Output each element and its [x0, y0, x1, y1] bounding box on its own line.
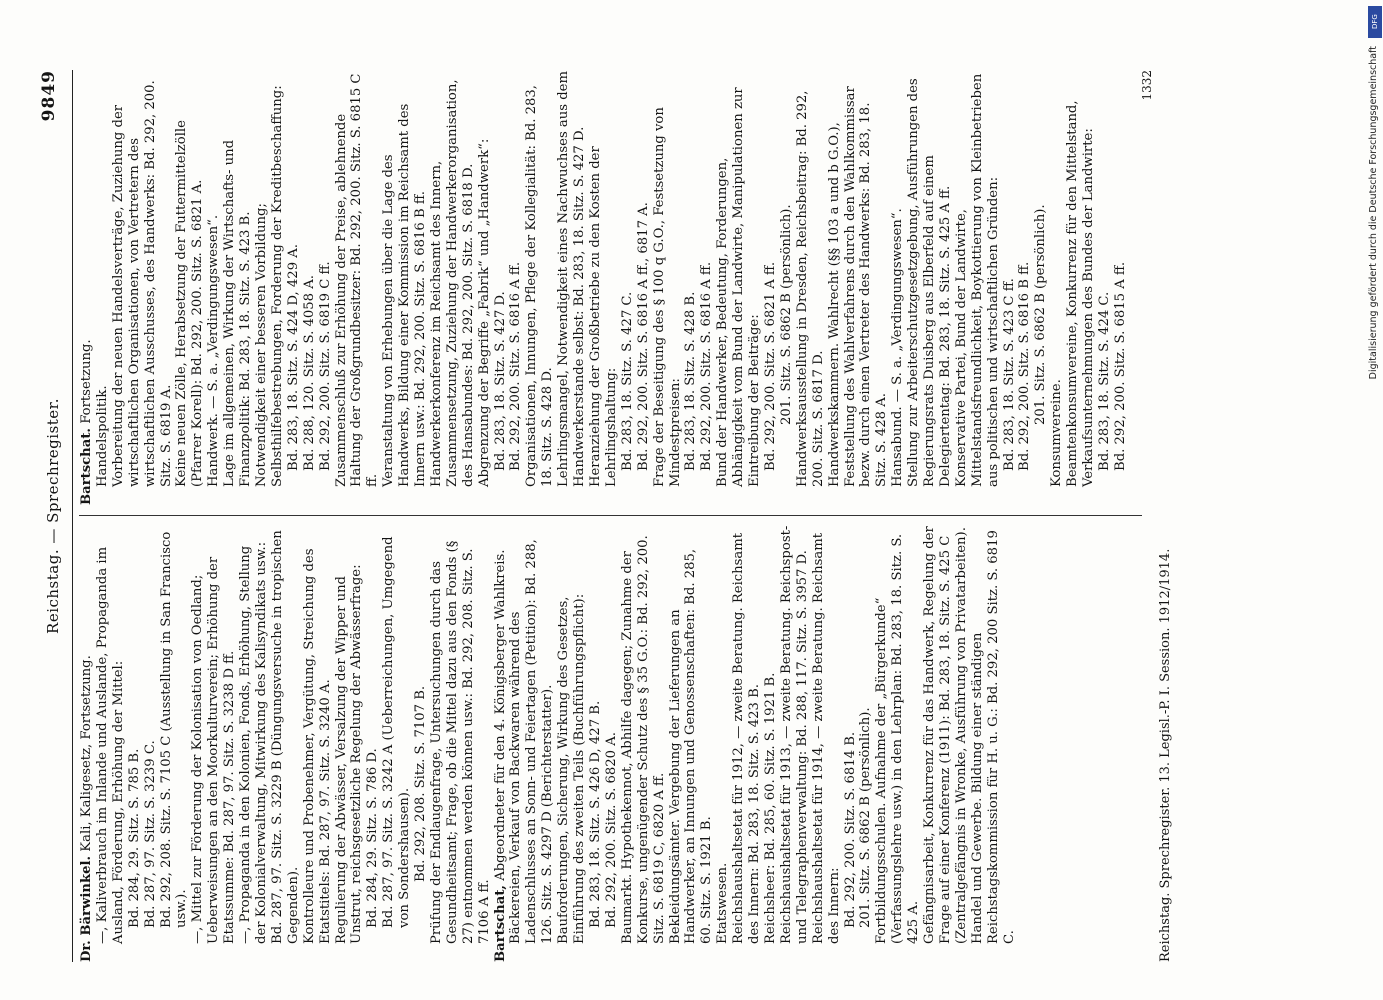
- entry-text: Bd. 284, 29. Sitz. S. 785 B.: [126, 748, 142, 928]
- entry-text: Lehrlingsmangel, Notwendigkeit eines Nachwuchses aus dem Handwerkerstande selbst: Bd. 283, 18. Sitz. S. 427 D.: [556, 71, 588, 487]
- entry-text: 201. Sitz. S. 6862 B (persönlich).: [778, 204, 794, 425]
- entry-text: Organisationen, Innungen, Pflege der Kollegialität: Bd. 283, 18. Sitz. S. 428 D.: [524, 85, 556, 487]
- index-reference: [620, 70, 636, 505]
- index-subentry: [763, 525, 779, 962]
- index-reference: [143, 525, 159, 962]
- entry-text: Bd. 292, 200. Sitz. S. 6816 B ff.: [1017, 261, 1033, 471]
- entry-text: Etatswesen.: [715, 862, 731, 944]
- entry-text: Abgeordneter für den 4. Königsberger Wahlkreis.: [492, 549, 508, 885]
- entry-text: Bauforderungen, Sicherung, Wirkung des Gesetzes, Einführung des zweiten Teils (Buchführungspflicht):: [556, 593, 588, 944]
- index-subentry: [715, 525, 731, 962]
- entry-text: —, Mittel zur Förderung der Kolonisation von Oedland; Ueberweisungen an den Moorkulturverein; Erhöhung der Etatssumme: Bd. 287, 97. Sitz. S. 3238 D ff.: [190, 556, 238, 944]
- entry-text: Regulierung der Abwässer, Versalzung der Wipper und Unstrut, reichsgesetzliche Regelung der Abwässerfrage:: [333, 564, 365, 944]
- index-reference: [1097, 70, 1113, 505]
- right-column: [79, 70, 1154, 516]
- index-subentry: [254, 70, 286, 505]
- entry-text: Bd. 292, 200. Sitz. S. 6816 A ff.: [508, 261, 524, 471]
- entry-text: —, Propaganda in den Kolonien, Fonds, Erhöhung, Stellung der Kolonialverwaltung, Mitwirkung des Kalisyndikats usw.: Bd. 287, 97. Sitz. S. 3229 B (Düngungsversuche in tropischen Gegenden).: [238, 530, 301, 944]
- index-subentry: [874, 525, 922, 962]
- entry-text: Bekleidungsämter. Vergebung der Lieferungen an Handwerker, an Innungen und Genossenschaften: Bd. 285, 60. Sitz. S. 1921 B.: [667, 548, 715, 944]
- entry-text: Zusammenschluß zur Erhöhung der Preise, ablehnende Haltung der Großgrundbesitzer: Bd. 292, 200. Sitz. S. 6815 C ff.: [333, 73, 381, 487]
- index-subentry: [334, 525, 366, 962]
- entry-text: Handwerksausstellung in Dresden, Reichsbeitrag: Bd. 292, 200. Sitz. S. 6817 D.: [794, 90, 826, 487]
- entry-text: Bäckereien, Verkauf von Backwaren während des Ladenschlusses an Sonn- und Feiertagen (Petition): Bd. 288, 126. Sitz. S. 4297 D (Berichterstatter).: [508, 539, 556, 944]
- entry-text: Bd. 292, 200. Sitz. S. 6820 A.: [603, 732, 619, 928]
- entry-text: Keine neuen Zölle, Herabsetzung der Futtermittelzölle (Pfarrer Korell): Bd. 292, 200. Sitz. S. 6821 A.: [174, 120, 206, 487]
- index-subentry: [477, 70, 493, 505]
- index-reference: [604, 525, 620, 962]
- entry-text: Bd. 288, 120. Sitz. S. 4058 A.: [301, 275, 317, 471]
- index-reference: [636, 70, 652, 505]
- index-subentry: [302, 525, 334, 962]
- entry-text: Bd. 283, 18. Sitz. S. 427 D.: [492, 291, 508, 471]
- index-reference: [588, 525, 604, 962]
- index-reference: [1033, 70, 1049, 505]
- entry-text: Handwerk. — S. a. „Verdingungswesen“.: [206, 214, 222, 487]
- index-reference: [302, 70, 318, 505]
- index-subentry: [1065, 70, 1097, 505]
- index-reference: [413, 525, 429, 962]
- entry-text: Konsumvereine.: [1049, 379, 1065, 487]
- index-subentry: [508, 525, 556, 962]
- entry-text: Beamtenkonsumvereine, Konkurrenz für den Mittelstand, Verkaufsunternehmungen des Bundes der Landwirte:: [1065, 100, 1097, 487]
- index-subentry: [95, 525, 127, 962]
- index-subentry: [381, 70, 429, 505]
- entry-text: Bd. 292, 200. Sitz. S. 6821 A ff.: [762, 261, 778, 471]
- index-subentry: [715, 70, 763, 505]
- entry-text: Frage der Beseitigung des § 100 q G.O., Festsetzung von Mindestpreisen:: [651, 107, 683, 487]
- index-subentry: [111, 70, 175, 505]
- two-column-body: [79, 70, 1154, 962]
- index-subentry: [811, 525, 843, 962]
- entry-text: Fortsetzung.: [79, 339, 94, 428]
- entry-name: Dr. Bärwinkel.: [79, 855, 94, 962]
- index-reference: [1017, 70, 1033, 505]
- index-subentry: [668, 525, 716, 962]
- index-reference: [318, 70, 334, 505]
- index-subentry: [556, 525, 588, 962]
- entry-text: Bd. 284, 29. Sitz. S. 786 D.: [365, 748, 381, 928]
- entry-text: Bd. 287, 97. Sitz. S. 3239 C.: [142, 740, 158, 928]
- digitization-credit: Digitalisierung gefördert durch die Deutsche Forschungsgemeinschaft: [1368, 46, 1379, 380]
- index-reference: [127, 525, 143, 962]
- index-reference: [1002, 70, 1018, 505]
- index-subentry: [524, 70, 556, 505]
- index-subentry: [652, 70, 684, 505]
- entry-text: 201. Sitz. S. 6862 B (persönlich).: [858, 707, 874, 928]
- index-subentry: [429, 70, 477, 505]
- index-subentry: [731, 525, 763, 962]
- index-subentry: [588, 70, 620, 505]
- index-reference: [508, 70, 524, 505]
- index-subentry: [970, 525, 1018, 962]
- index-entry-heading: [79, 525, 95, 962]
- index-subentry: [174, 70, 206, 505]
- dfg-logo-text: DFG: [1371, 14, 1379, 30]
- index-reference: [779, 70, 795, 505]
- index-subentry: [779, 525, 811, 962]
- page-footer: [1140, 70, 1174, 962]
- entry-text: Prüfung der Endlaugenfrage, Untersuchungen durch das Gesundheitsamt; Frage, ob die Mittel dazu aus den Fonds (§ 27) entnommen werden können usw.: Bd. 292, 208. Sitz. S. 7106 A ff.: [428, 540, 492, 944]
- index-reference: [1113, 70, 1129, 505]
- entry-text: 201. Sitz. S. 6862 B (persönlich).: [1033, 204, 1049, 425]
- index-subentry: [795, 70, 827, 505]
- index-subentry: [95, 70, 111, 505]
- index-reference: [493, 70, 509, 505]
- index-subentry: [556, 70, 588, 505]
- entry-text: Handel und Gewerbe. Bildung einer ständigen Reichstagskommission für H. u. G.: Bd. 292, 200 Sitz. S. 6819 C.: [969, 530, 1017, 944]
- index-subentry: [890, 70, 906, 505]
- entry-name: Bartschat.: [79, 427, 94, 505]
- entry-text: Kontrolleure und Probenehmer, Vergütung, Streichung des Etatstitels: Bd. 287, 97. Sitz. S. 3240 A.: [301, 548, 333, 944]
- entry-text: Bd. 292, 200. Sitz. S. 6819 C ff.: [317, 261, 333, 471]
- index-subentry: [238, 525, 302, 962]
- entry-text: Baumarkt. Hypothekennot, Abhilfe dagegen; Zunahme der Konkurse, ungenügender Schutz des § 35 G.O.: Bd. 292, 200. Sitz. S. 6819 C, 6820 A ff.: [619, 535, 667, 944]
- entry-text: Reichshaushaltsetat für 1914, — zweite Beratung. Reichsamt des Innern:: [810, 532, 842, 944]
- entry-text: Gefängnisarbeit, Konkurrenz für das Handwerk, Regelung der Frage auf einer Konferenz (1911): Bd. 283, 18. Sitz. S. 425 C (Zentralgefängnis in Wronke, Ausführung von Privatarbeiten).: [922, 526, 969, 944]
- entry-text: Hansabund. — S. a. „Verdingungswesen“.: [890, 208, 906, 487]
- entry-text: Bd. 283, 18. Sitz. S. 428 B.: [683, 291, 699, 471]
- entry-text: Bd. 283, 18. Sitz. S. 427 C.: [619, 291, 635, 471]
- index-reference: [699, 70, 715, 505]
- entry-text: Bd. 283, 18. Sitz. S. 426 D, 427 B.: [588, 700, 603, 928]
- entry-text: Heranziehung der Großbetriebe zu den Kosten der Lehrlingshaltung:: [588, 146, 619, 487]
- dfg-logo: [1368, 6, 1382, 38]
- entry-name: Bartschat,: [492, 884, 508, 962]
- index-reference: [763, 70, 779, 505]
- index-subentry: [222, 70, 254, 505]
- index-subentry: [620, 525, 668, 962]
- entry-text: Lage im allgemeinen, Wirkung der Wirtschafts- und Finanzpolitik: Bd. 283, 18. Sitz. S. 423 B.: [222, 139, 254, 487]
- entry-text: Veranstaltung von Erhebungen über die Lage des Handwerks, Bildung einer Kommission im Reichsamt des Innern usw.: Bd. 292, 200. Sitz. S. 6816 B ff.: [381, 103, 429, 487]
- entry-text: Bd. 283, 18. Sitz. S. 423 C ff.: [1001, 278, 1017, 471]
- entry-text: Vorbereitung der neuen Handelsverträge, Zuziehung der wirtschaftlichen Organisationen, von Vertretern des wirtschaftlichen Ausschusses, des Handwerks: Bd. 292, 200. Sitz. S. 6819 A.: [110, 80, 174, 487]
- index-subentry: [954, 70, 1002, 505]
- page-header: [39, 70, 72, 962]
- index-entry-heading: [493, 525, 509, 962]
- index-reference: [159, 525, 191, 962]
- entry-text: Bd. 283, 18. Sitz. S. 424 D, 429 A.: [285, 244, 301, 471]
- index-subentry: [906, 70, 954, 505]
- entry-text: Konservative Partei, Bund der Landwirte, Mittelstandsfreundlichkeit, Boykottierung von Kleinbetrieben aus politischen und wirtschaftlichen Gründen:: [953, 73, 1001, 487]
- entry-text: Bd. 292, 200. Sitz. S. 6816 A ff., 6817 A.: [635, 202, 651, 471]
- entry-text: Bd. 292, 200. Sitz. S. 6814 B.: [842, 731, 858, 928]
- index-subentry: [334, 70, 382, 505]
- index-reference: [843, 525, 859, 962]
- page-number: 9849: [39, 70, 59, 122]
- entry-text: Bund der Handwerker, Bedeutung, Forderungen, Abhängigkeit vom Bund der Landwirte, Manipulationen zur Eintreibung der Beiträge:: [715, 87, 763, 487]
- entry-text: Bd. 287, 97. Sitz. S. 3242 A (Ueberreichungen, Umgegend von Sondershausen).: [381, 536, 413, 928]
- index-subentry: [429, 525, 493, 962]
- footer-code: 1332: [1140, 70, 1154, 101]
- index-reference: [286, 70, 302, 505]
- entry-text: —, Kaliverbrauch im Inlande und Auslande, Propaganda im Ausland, Förderung, Erhöhung der Mittel:: [94, 546, 126, 944]
- entry-text: Notwendigkeit einer besseren Vorbildung; Selbsthilfebestrebungen, Forderung der Kreditbeschaffung:: [253, 85, 285, 487]
- entry-text: Reichsheer: Bd. 285, 60. Sitz. S. 1921 B.: [762, 672, 778, 944]
- index-reference: [858, 525, 874, 962]
- index-reference: [381, 525, 413, 962]
- index-entry-heading: [79, 70, 95, 505]
- entry-text: Handwerkskammern. Wahlrecht (§§ 103 a und b G.O.), Feststellung des Wahlverfahrens durch den Wahlkommissar bezw. durch einen Vertreter des Handwerks: Bd. 283, 18. Sitz. S. 428 A.: [826, 86, 890, 487]
- running-title: Reichstag. — Sprechregister.: [44, 398, 62, 634]
- entry-text: Stellung zur Arbeiterschutzgesetzgebung, Ausführungen des Regierungsrats Duisberg aus Elberfeld auf einem Delegiertentag: Bd. 283, 18. Sitz. S. 425 A ff.: [906, 78, 953, 487]
- index-subentry: [190, 525, 238, 962]
- header-rule: [72, 70, 73, 962]
- index-subentry: [922, 525, 970, 962]
- entry-text: Reichshaushaltsetat für 1912, — zweite Beratung. Reichsamt des Innern: Bd. 283, 18. Sitz. S. 423 B.: [731, 532, 763, 944]
- entry-text: Bd. 292, 208. Sitz. S. 7105 C (Ausstellung in San Francisco usw.).: [158, 531, 190, 928]
- entry-text: Kali, Kaligesetz, Fortsetzung.: [79, 655, 94, 856]
- entry-text: Handwerkerkonferenz im Reichsamt des Innern, Zusammensetzung, Zuziehung der Handwerkerorganisation, des Hansabundes: Bd. 292, 200. Sitz. S. 6818 D.: [428, 79, 476, 487]
- entry-text: Bd. 292, 200. Sitz. S. 6815 A ff.: [1112, 261, 1128, 471]
- entry-text: Fortbildungsschulen. Aufnahme der „Bürgerkunde“ (Verfassungslehre usw.) in den Lehrplan: Bd. 283, 18. Sitz. S. 425 A.: [874, 533, 922, 944]
- index-reference: [365, 525, 381, 962]
- index-subentry: [1049, 70, 1065, 505]
- entry-text: Bd. 292, 200. Sitz. S. 6816 A ff.: [699, 261, 715, 471]
- entry-text: Bd. 292, 208. Sitz. S. 7107 B.: [413, 685, 429, 882]
- index-reference: [683, 70, 699, 505]
- index-subentry: [827, 70, 891, 505]
- index-subentry: [206, 70, 222, 505]
- entry-text: Abgrenzung der Begriffe „Fabrik“ und „Handwerk“:: [476, 138, 492, 487]
- entry-text: Reichshaushaltsetat für 1913, — zweite Beratung. Reichspost- und Telegraphenverwaltung: Bd. 288, 117. Sitz. S. 3957 D.: [778, 525, 810, 944]
- entry-text: Bd. 283, 18. Sitz. S. 424 C.: [1097, 291, 1112, 471]
- entry-text: Handelspolitik.: [94, 385, 110, 487]
- footer-source: Reichstag. Sprechregister. 13. Legisl.-P. I. Session. 1912/1914.: [1158, 548, 1173, 962]
- left-column: [79, 516, 1154, 962]
